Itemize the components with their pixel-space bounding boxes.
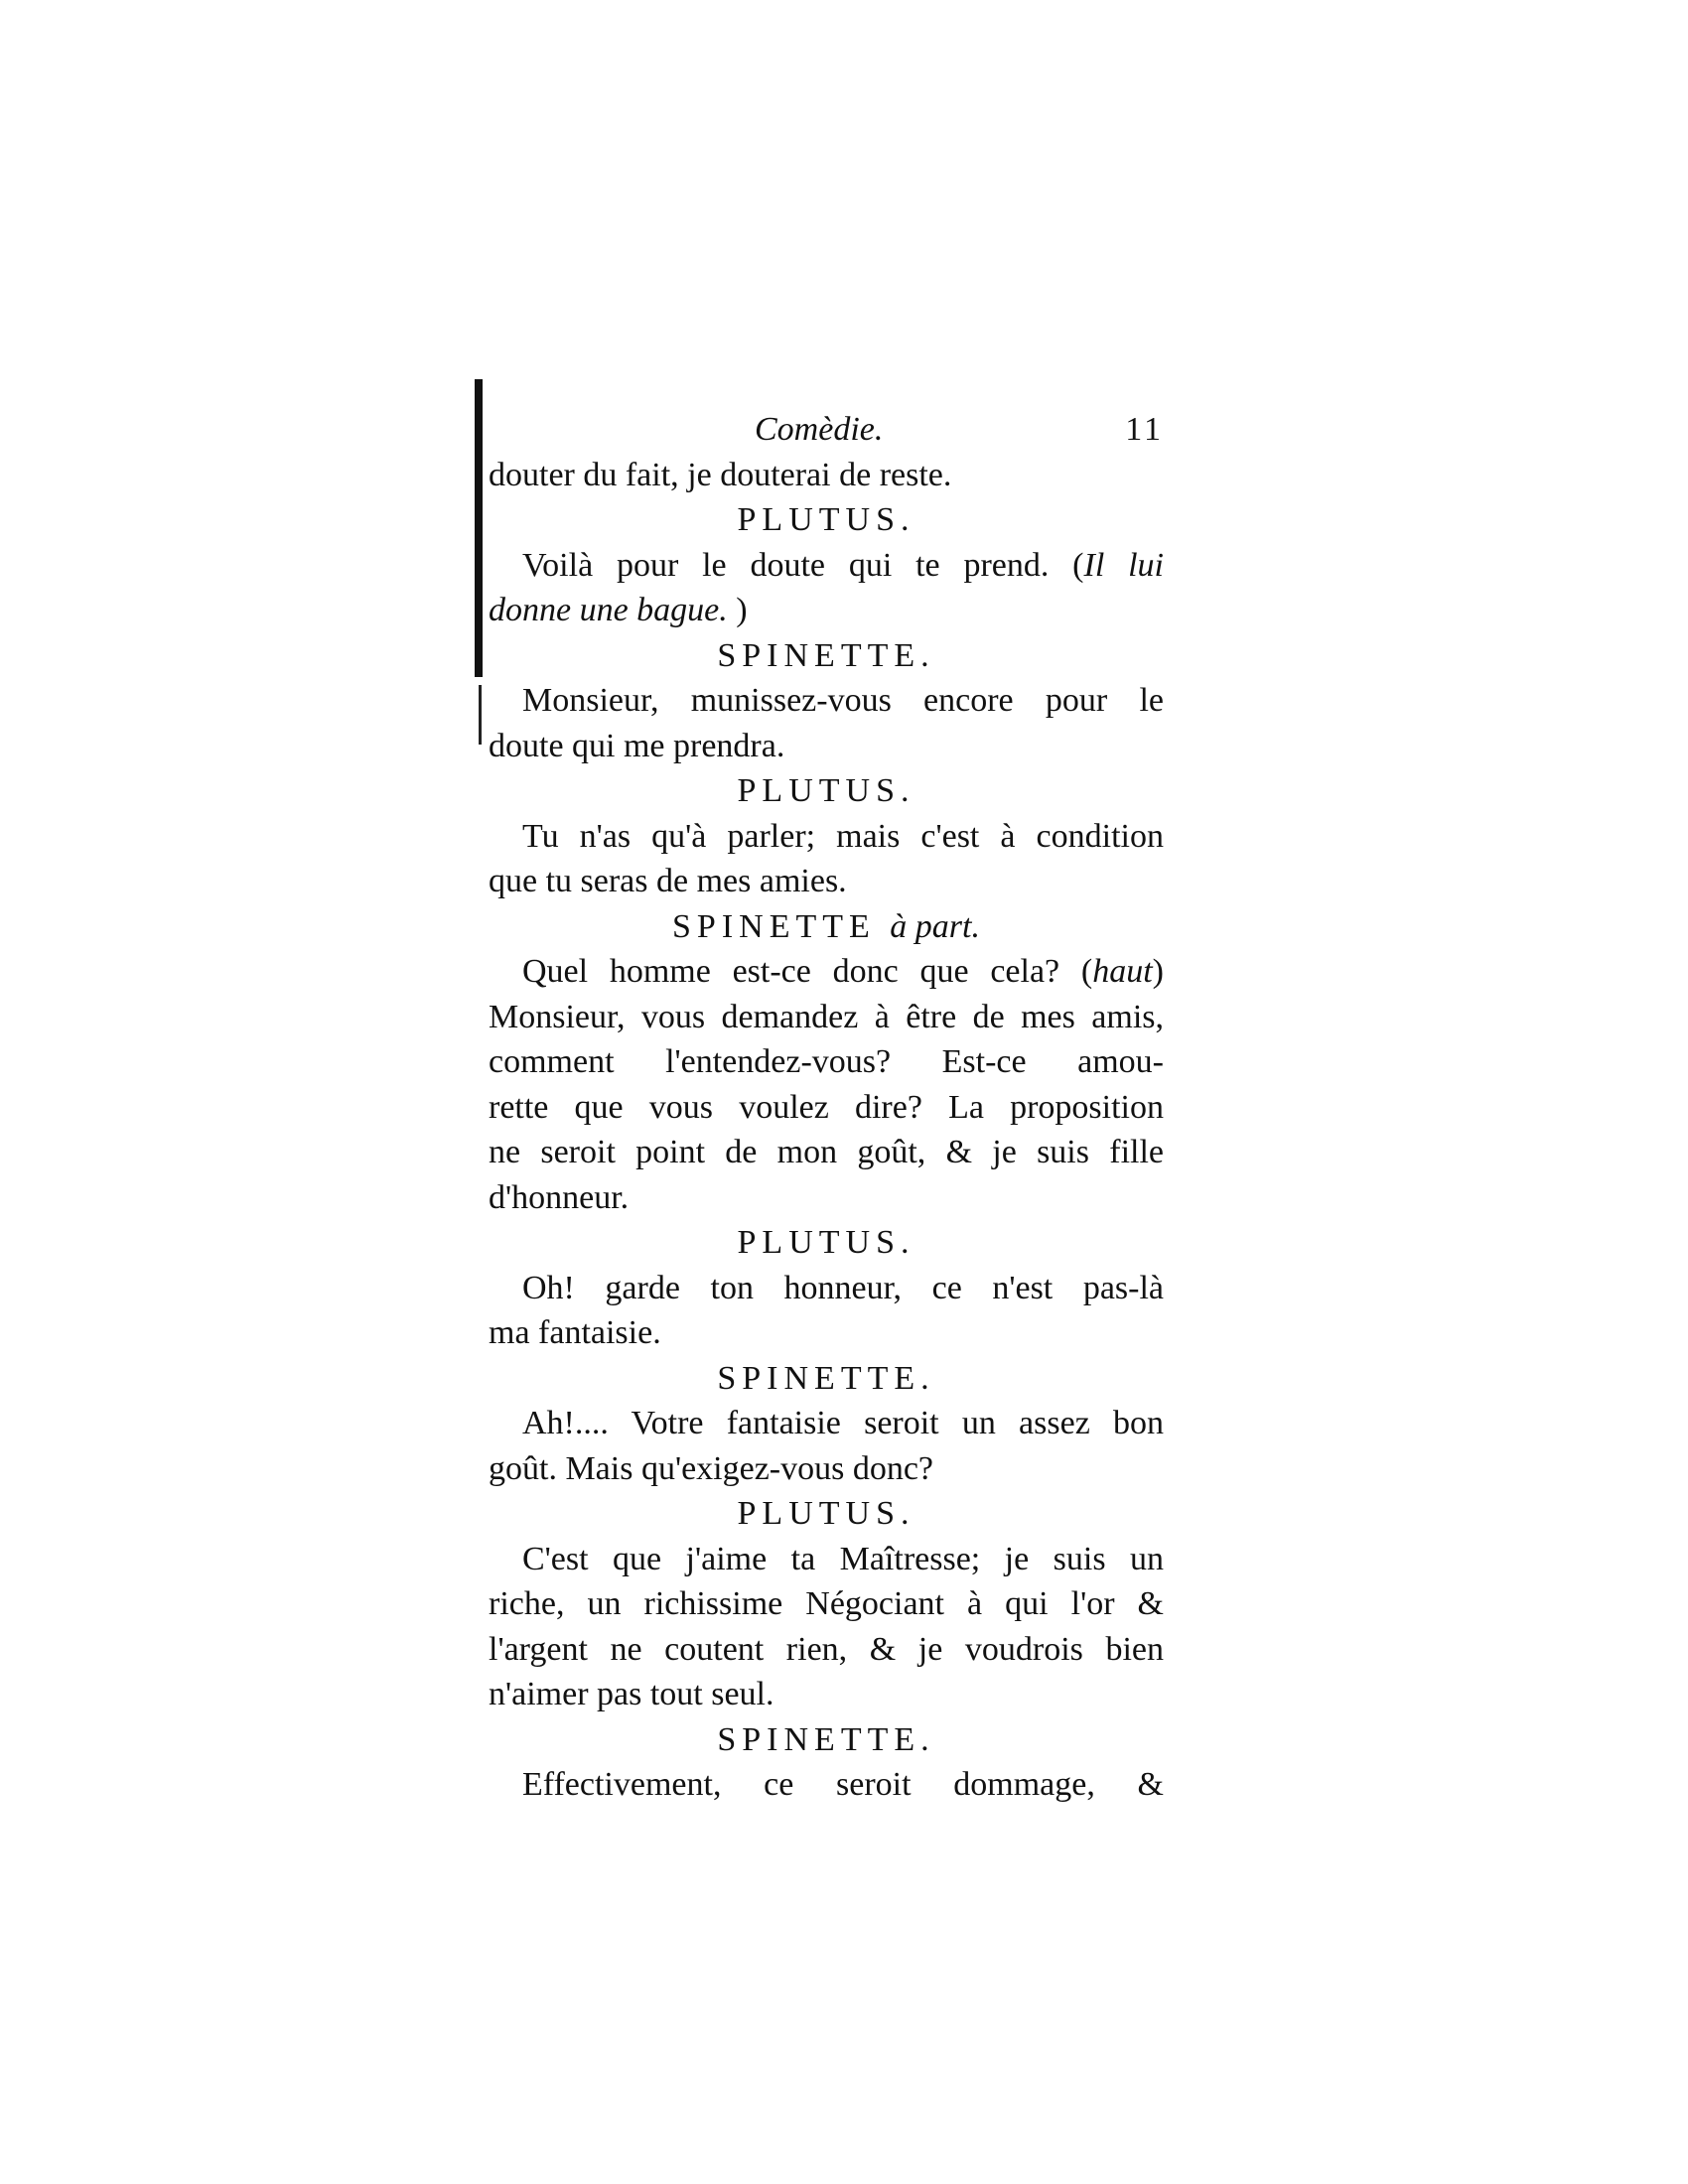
text-line	[489, 588, 1164, 633]
speaker-name: SPINETTE.	[717, 1720, 935, 1758]
speaker-name: PLUTUS.	[737, 772, 915, 809]
text-line: goût. Mais qu'exigez-vous donc?	[489, 1449, 934, 1487]
text-line: comment l'entendez-vous? Est-ce amou-	[489, 1043, 1164, 1080]
speaker-name: SPINETTE.	[717, 636, 935, 674]
margin-ink-rule	[475, 379, 483, 677]
text-line: douter du fait, je douterai de reste.	[489, 456, 952, 493]
text-line: C'est que j'aime ta Maîtresse; je suis un	[522, 1540, 1164, 1577]
text-line: Monsieur, vous demandez à être de mes amis,	[489, 998, 1164, 1035]
page-header	[489, 407, 1164, 453]
text-line: n'aimer pas tout seul.	[489, 1676, 774, 1712]
text-line: ne seroit point de mon goût, & je suis fille	[489, 1134, 1164, 1170]
text-run: Voilà pour le doute qui te prend. (	[522, 546, 1084, 584]
text-line: Monsieur, munissez-vous encore pour le	[522, 682, 1164, 719]
stage-direction: haut	[1092, 953, 1153, 990]
text-run: )	[1152, 953, 1164, 990]
speaker-name: PLUTUS.	[737, 1224, 915, 1261]
stage-direction: à part.	[890, 907, 980, 945]
text-line: d'honneur.	[489, 1178, 630, 1216]
text-line: rette que vous voulez dire? La proposition	[489, 1088, 1164, 1126]
text-line: l'argent ne coutent rien, & je voudrois bien	[489, 1630, 1164, 1668]
text-line	[489, 543, 1164, 589]
running-title: Comèdie.	[755, 411, 884, 448]
page-text	[489, 407, 1164, 1808]
stage-direction: Il lui	[1083, 546, 1164, 584]
text-run: Quel homme est-ce donc que cela? (	[522, 953, 1093, 990]
text-line	[489, 949, 1164, 995]
stage-direction: donne une bague.	[489, 592, 728, 628]
speaker-name: PLUTUS.	[737, 501, 915, 538]
text-line: riche, un richissime Négociant à qui l'or &	[489, 1585, 1164, 1622]
text-run: )	[736, 592, 748, 628]
speaker-name	[489, 904, 1164, 950]
text-line: Ah!.... Votre fantaisie seroit un assez bon	[522, 1405, 1164, 1441]
text-line: ma fantaisie.	[489, 1314, 661, 1351]
speaker-name: SPINETTE.	[717, 1359, 935, 1397]
margin-ink-rule-thin	[479, 685, 482, 745]
page-number: 11	[1125, 411, 1164, 448]
text-line: Tu n'as qu'à parler; mais c'est à condition	[522, 817, 1164, 855]
speaker-label: SPINETTE	[672, 907, 876, 945]
text-line: doute qui me prendra.	[489, 727, 785, 764]
text-line: Effectivement, ce seroit dommage, &	[522, 1766, 1164, 1803]
speaker-name: PLUTUS.	[737, 1495, 915, 1532]
text-line: que tu seras de mes amies.	[489, 863, 847, 899]
text-line: Oh! garde ton honneur, ce n'est pas-là	[522, 1269, 1164, 1306]
